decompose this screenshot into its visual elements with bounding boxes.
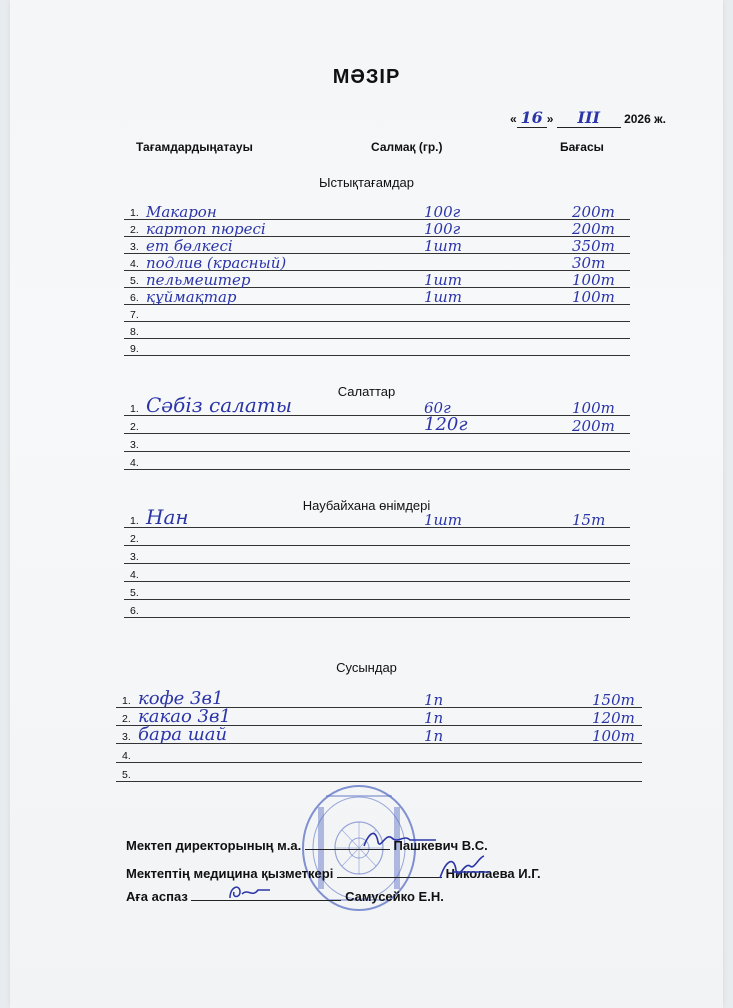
dish-name: Нан bbox=[146, 505, 189, 529]
section-title-drinks: Сусындар bbox=[336, 660, 397, 675]
drink-price: 100т bbox=[592, 727, 635, 745]
date-day: 16 bbox=[520, 108, 543, 127]
row-number: 4. bbox=[130, 569, 139, 581]
row-number: 6. bbox=[130, 605, 139, 617]
dish-weight: 1шт bbox=[424, 271, 462, 289]
table-row bbox=[124, 202, 630, 220]
cook-name: Самусейко Е.Н. bbox=[345, 889, 444, 904]
date-day-field bbox=[517, 108, 547, 128]
row-number: 3. bbox=[130, 241, 139, 253]
dish-price: 200т bbox=[572, 417, 615, 435]
dish-name: Макарон bbox=[146, 203, 217, 221]
cook-label: Аға аспаз bbox=[126, 889, 188, 904]
dish-name: пельмештер bbox=[146, 271, 251, 289]
drink-volume: 1п bbox=[424, 691, 444, 709]
table-row bbox=[124, 528, 630, 546]
table-row bbox=[124, 452, 630, 470]
row-number: 1. bbox=[130, 207, 139, 219]
director-signature bbox=[360, 826, 440, 852]
section-title-salads: Салаттар bbox=[337, 384, 396, 399]
dish-name: құймақтар bbox=[146, 288, 237, 306]
director-label: Мектеп директорының м.а. bbox=[126, 838, 302, 853]
date-month: III bbox=[577, 108, 600, 127]
drink-volume: 1п bbox=[424, 727, 444, 745]
table-row bbox=[124, 393, 630, 417]
dish-weight: 100г bbox=[424, 203, 461, 221]
page-title: МӘЗІР bbox=[332, 66, 401, 88]
dish-price: 30т bbox=[572, 254, 606, 272]
drink-price: 150т bbox=[592, 691, 635, 709]
row-number: 3. bbox=[130, 439, 139, 451]
section-title-bakery: Наубайхана өнімдері bbox=[302, 498, 431, 513]
row-number: 6. bbox=[130, 292, 139, 304]
medic-signature-line bbox=[337, 877, 442, 878]
row-number: 1. bbox=[130, 515, 139, 527]
table-row bbox=[124, 600, 630, 618]
table-row bbox=[116, 764, 642, 782]
dish-name: Сәбіз салаты bbox=[146, 393, 293, 417]
drink-name: бара шай bbox=[138, 724, 228, 745]
table-row bbox=[124, 434, 630, 452]
section-title-hot-dishes: Ыстықтағамдар bbox=[319, 175, 414, 190]
dish-weight: 60г bbox=[424, 399, 451, 417]
drink-price: 120т bbox=[592, 709, 635, 727]
table-row bbox=[124, 253, 630, 271]
drink-name: кофе 3в1 bbox=[138, 688, 224, 709]
dish-weight: 100г bbox=[424, 220, 461, 238]
column-header-name: Тағамдардыңатауы bbox=[136, 140, 253, 154]
table-row bbox=[124, 416, 630, 434]
row-number: 4. bbox=[130, 258, 139, 270]
menu-sheet bbox=[10, 0, 723, 1008]
row-number: 3. bbox=[122, 731, 131, 743]
dish-price: 15т bbox=[572, 511, 606, 529]
table-row bbox=[124, 338, 630, 356]
table-row bbox=[124, 236, 630, 254]
director-name: Пашкевич В.С. bbox=[393, 838, 488, 853]
row-number: 1. bbox=[122, 695, 131, 707]
date-month-field bbox=[557, 108, 621, 128]
column-header-weight: Салмақ (гр.) bbox=[371, 140, 443, 154]
table-row bbox=[124, 270, 630, 288]
dish-price: 200т bbox=[572, 203, 615, 221]
row-number: 3. bbox=[130, 551, 139, 563]
dish-name: подлив (красный) bbox=[146, 254, 287, 272]
dish-name: ет бөлкесі bbox=[146, 237, 233, 255]
table-row bbox=[124, 287, 630, 305]
row-number: 4. bbox=[122, 750, 131, 762]
row-number: 1. bbox=[130, 403, 139, 415]
row-number: 2. bbox=[122, 713, 131, 725]
dish-price: 200т bbox=[572, 220, 615, 238]
medic-label: Мектептің медицина қызметкері bbox=[126, 866, 334, 881]
column-header-price: Бағасы bbox=[560, 140, 604, 154]
row-number: 2. bbox=[130, 224, 139, 236]
table-row bbox=[124, 582, 630, 600]
cook-signature bbox=[224, 880, 274, 904]
table-row bbox=[124, 304, 630, 322]
row-number: 2. bbox=[130, 533, 139, 545]
dish-price: 100т bbox=[572, 399, 615, 417]
row-number: 9. bbox=[130, 343, 139, 355]
table-row bbox=[116, 726, 642, 744]
row-number: 2. bbox=[130, 421, 139, 433]
dish-price: 100т bbox=[572, 271, 615, 289]
table-row bbox=[116, 745, 642, 763]
row-number: 5. bbox=[130, 275, 139, 287]
row-number: 5. bbox=[122, 769, 131, 781]
row-number: 4. bbox=[130, 457, 139, 469]
date-open-quote: « bbox=[510, 112, 517, 126]
date-year: 2026 ж. bbox=[624, 112, 666, 126]
dish-price: 100т bbox=[572, 288, 615, 306]
dish-weight: 1шт bbox=[424, 288, 462, 306]
medic-signature bbox=[434, 852, 494, 886]
table-row bbox=[124, 546, 630, 564]
medic-name: Николаева И.Г. bbox=[445, 866, 541, 881]
date-close-quote: » bbox=[546, 112, 554, 126]
signature-row-cook bbox=[126, 889, 444, 904]
row-number: 7. bbox=[130, 309, 139, 321]
row-number: 5. bbox=[130, 587, 139, 599]
row-number: 8. bbox=[130, 326, 139, 338]
drink-volume: 1п bbox=[424, 709, 444, 727]
dish-weight: 1шт bbox=[424, 237, 462, 255]
dish-name: картоп пюресі bbox=[146, 220, 266, 238]
table-row bbox=[124, 219, 630, 237]
table-row bbox=[124, 321, 630, 339]
drink-name: какао 3в1 bbox=[138, 706, 231, 727]
dish-price: 350т bbox=[572, 237, 615, 255]
dish-weight: 1шт bbox=[424, 511, 462, 529]
menu-date bbox=[510, 108, 666, 128]
dish-weight: 120г bbox=[424, 414, 468, 435]
table-row bbox=[124, 564, 630, 582]
